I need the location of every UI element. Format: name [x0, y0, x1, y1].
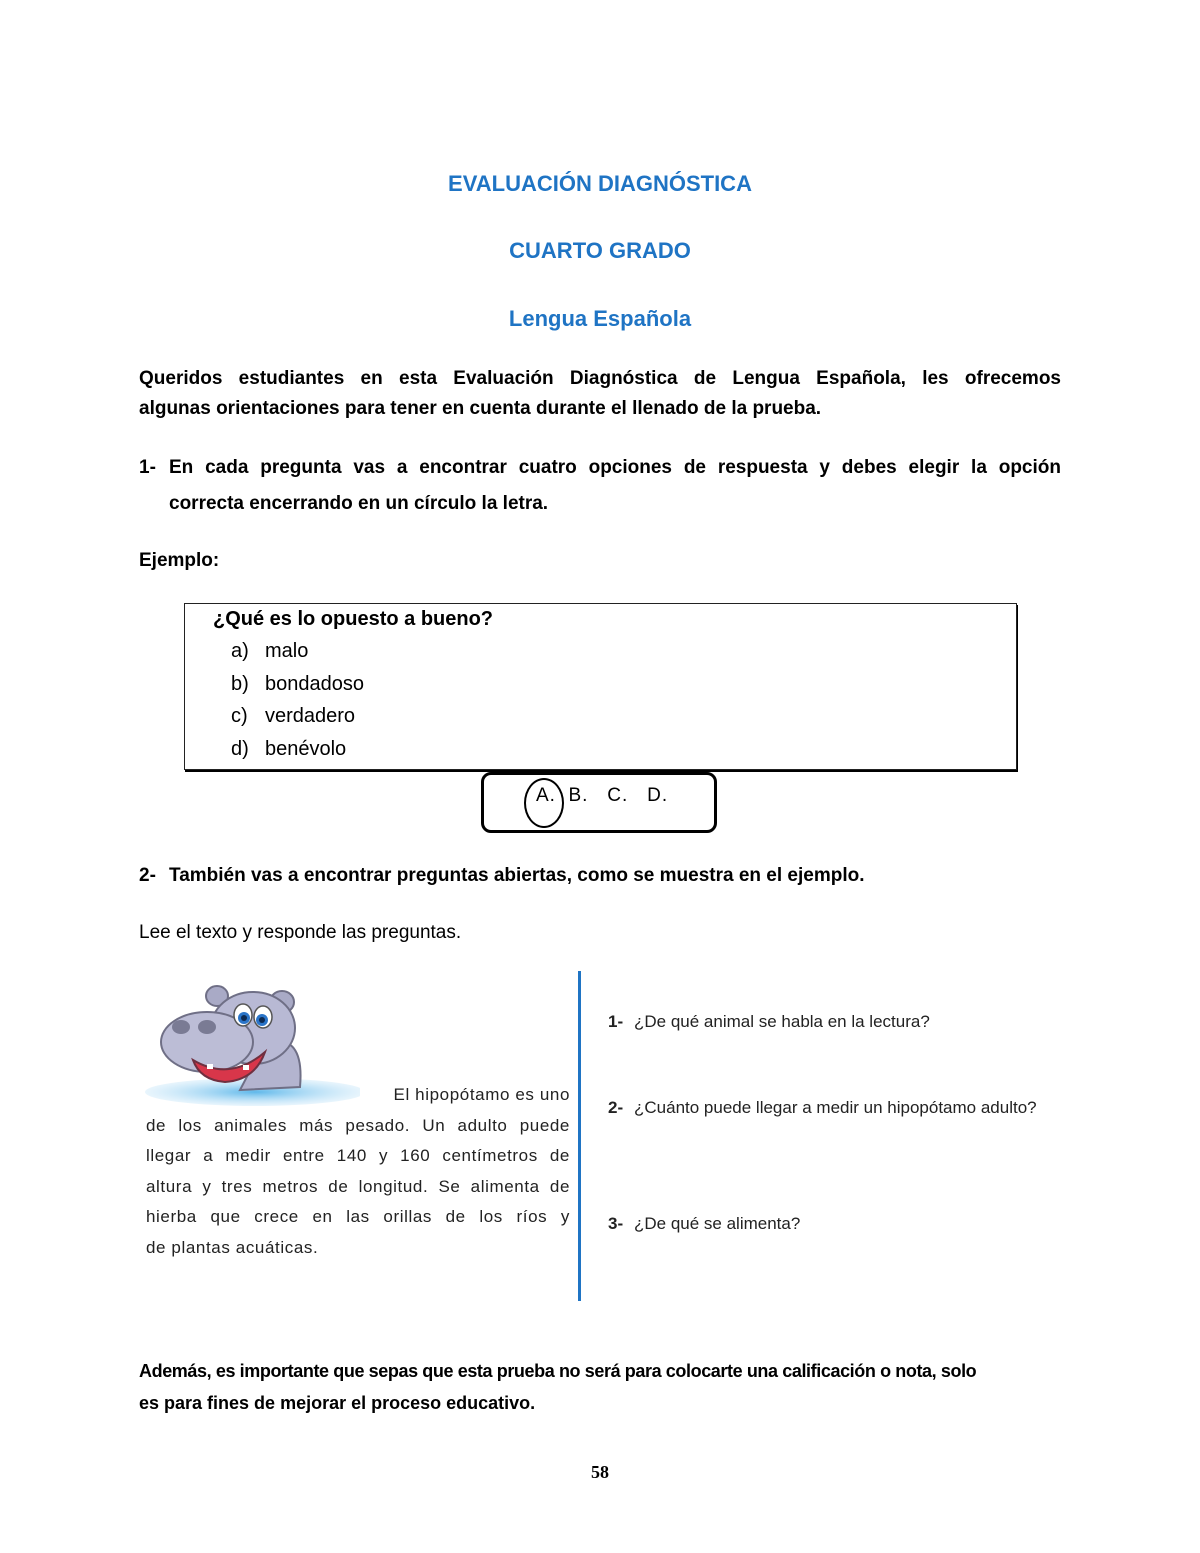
- example-question: ¿Qué es lo opuesto a bueno?: [213, 608, 494, 630]
- answer-options-box: [481, 772, 717, 833]
- reading-line-2: llegar a medir entre 140 y 160 centímetros de: [146, 1146, 570, 1165]
- column-divider: [578, 971, 581, 1301]
- closing-paragraph: [139, 1355, 1061, 1419]
- example-option-c: [231, 705, 355, 728]
- reading-line-3: altura y tres metros de longitud. Se alimenta de: [146, 1176, 570, 1196]
- option-text: bondadoso: [265, 673, 364, 695]
- option-label: d): [231, 738, 249, 760]
- reading-line-5: de plantas acuáticas.: [146, 1237, 319, 1257]
- instruction-2-text: También vas a encontrar preguntas abiertas, como se muestra en el ejemplo.: [169, 865, 865, 886]
- option-label: a): [231, 640, 249, 662]
- subject-heading: Lengua Española: [508, 306, 692, 331]
- option-text: verdadero: [265, 705, 356, 727]
- instruction-2-number: 2-: [139, 865, 156, 886]
- intro-line-1: Queridos estudiantes en esta Evaluación Diagnóstica de Lengua Española, les ofrecemos: [139, 368, 1061, 389]
- answer-letters: A. B. C. D.: [536, 785, 669, 806]
- page-number: 58: [591, 1462, 609, 1482]
- instruction-2: [139, 861, 1061, 891]
- instruction-1-line-1: En cada pregunta vas a encontrar cuatro opciones de respuesta y debes elegir la opción: [169, 457, 1061, 478]
- example-option-b: [231, 673, 364, 696]
- reading-passage: [146, 1080, 570, 1263]
- option-label: c): [231, 705, 248, 727]
- reading-line-1: de los animales más pesado. Un adulto puede: [146, 1115, 570, 1135]
- example-label: Ejemplo:: [139, 550, 220, 571]
- question-text: ¿De qué animal se habla en la lectura?: [634, 1012, 930, 1031]
- instruction-1-number: 1-: [139, 457, 156, 478]
- question-text: ¿De qué se alimenta?: [634, 1214, 801, 1233]
- example-option-d: [231, 738, 346, 761]
- closing-line-1: Además, es importante que sepas que esta prueba no será para colocarte una calificación o nota, solo: [139, 1361, 977, 1381]
- question-text: ¿Cuánto puede llegar a medir un hipopótamo adulto?: [634, 1098, 1037, 1117]
- answer-circle-mark: [524, 778, 564, 828]
- example-question-box: [184, 603, 1017, 770]
- example-option-a: [231, 640, 308, 663]
- question-number: 1-: [608, 1012, 624, 1031]
- reading-lead-line: El hipopótamo es uno: [393, 1085, 570, 1104]
- question-number: 3-: [608, 1214, 624, 1233]
- reading-question-3: [608, 1209, 1054, 1239]
- option-text: malo: [265, 640, 309, 662]
- question-number: 2-: [608, 1098, 624, 1117]
- reading-question-1: [608, 1007, 1054, 1037]
- option-text: benévolo: [265, 738, 347, 760]
- instruction-1-line-2: correcta encerrando en un círculo la letra.: [169, 493, 549, 514]
- document-title: EVALUACIÓN DIAGNÓSTICA: [448, 171, 752, 196]
- reading-question-2: [608, 1093, 1044, 1123]
- instruction-1: [139, 450, 1061, 522]
- intro-paragraph: [139, 364, 1061, 424]
- reading-prompt: Lee el texto y responde las preguntas.: [139, 922, 462, 943]
- grade-heading: CUARTO GRADO: [509, 238, 691, 263]
- reading-line-4: hierba que crece en las orillas de los ríos y: [146, 1207, 570, 1226]
- closing-line-2: es para fines de mejorar el proceso educativo.: [139, 1393, 536, 1413]
- option-label: b): [231, 673, 249, 695]
- intro-line-2: algunas orientaciones para tener en cuenta durante el llenado de la prueba.: [139, 398, 822, 419]
